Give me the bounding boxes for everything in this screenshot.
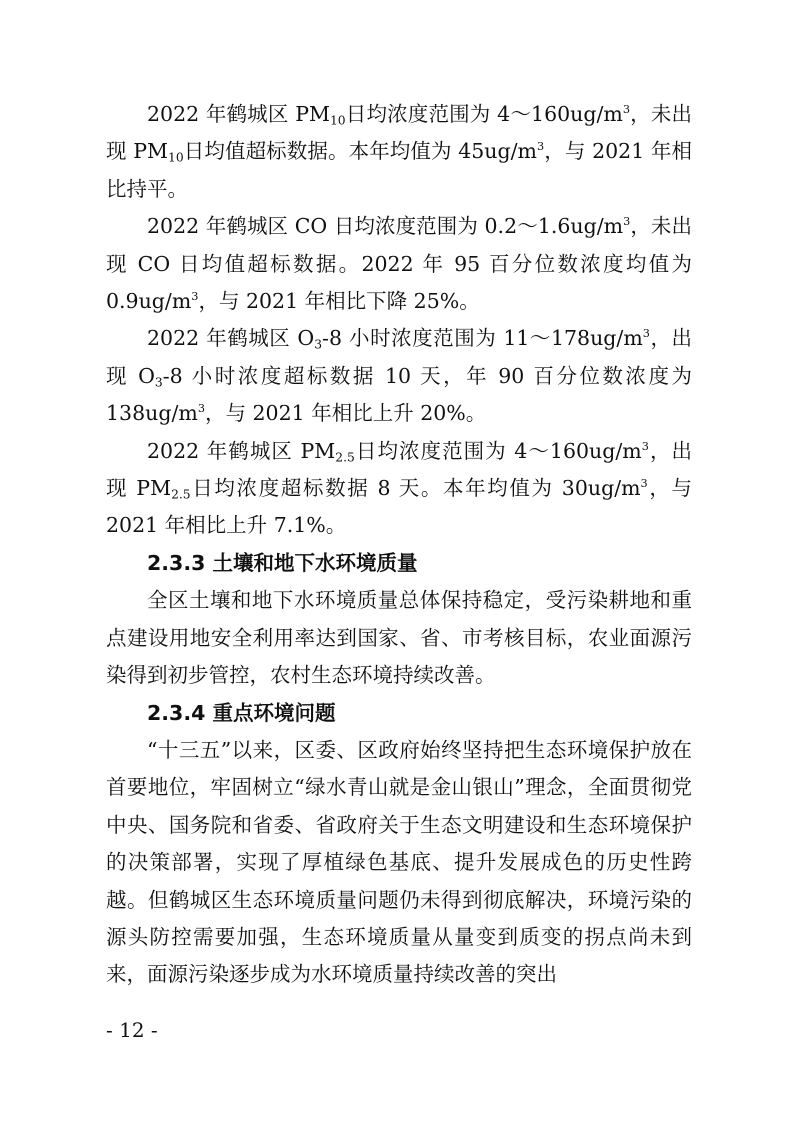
section-heading-2-3-4: 2.3.4 重点环境问题 <box>147 700 336 725</box>
section-heading-2-3-3: 2.3.3 土壤和地下水环境质量 <box>147 550 418 575</box>
body-text <box>106 96 692 994</box>
page-number: - 12 - <box>106 1018 158 1042</box>
paragraph-pm25: 2022 年鹤城区 $PM_{2.5}$日均浓度范围为 $4\sim 160ug/m^3$，出现 $PM_{2.5}$日均浓度超标数据 8 天。本年均值为 $30ug/m^3$，与 2021 年相比上升 7.1%。 <box>106 438 693 538</box>
paragraph-co: 2022 年鹤城区 CO 日均浓度范围为 $0.2\sim 1.6ug/m^3$，未出现 CO 日均值超标数据。2022 年 95 百分位数浓度均值为 $0.9ug/m^3$，与 2021 年相比下降 25%。 <box>106 214 693 314</box>
paragraph-soil-groundwater: 全区土壤和地下水环境质量总体保持稳定，受污染耕地和重点建设用地安全利用率达到国家、省、市考核目标，农业面源污染得到初步管控，农村生态环境持续改善。 <box>106 588 692 688</box>
paragraph-key-issues: “十三五”以来，区委、区政府始终坚持把生态环境保护放在首要地位，牢固树立“绿水青山就是金山银山”理念，全面贯彻党中央、国务院和省委、省政府关于生态文明建设和生态环境保护的决策部署，实现了厚植绿色基底、提升发展成色的历史性跨越。但鹤城区生态环境质量问题仍未得到彻底解决，环境污染的源头防控需要加强，生态环境质量从量变到质变的拐点尚未到来，面源污染逐步成为水环境质量持续改善的突出 <box>106 737 692 987</box>
paragraph-pm10: 2022 年鹤城区 $PM_{10}$日均浓度范围为 $4\sim 160ug/m^3$，未出现 $PM_{10}$日均值超标数据。本年均值为 $45ug/m^3$，与 2021 年相比持平。 <box>106 102 692 201</box>
paragraph-o3: 2022 年鹤城区 $O_3-8$ 小时浓度范围为 $11\sim 178ug/m^3$，出现 $O_3-8$ 小时浓度超标数据 10 天，年 90 百分位数浓度为 $138ug/m^3$，与 2021 年相比上升 20%。 <box>106 326 692 426</box>
